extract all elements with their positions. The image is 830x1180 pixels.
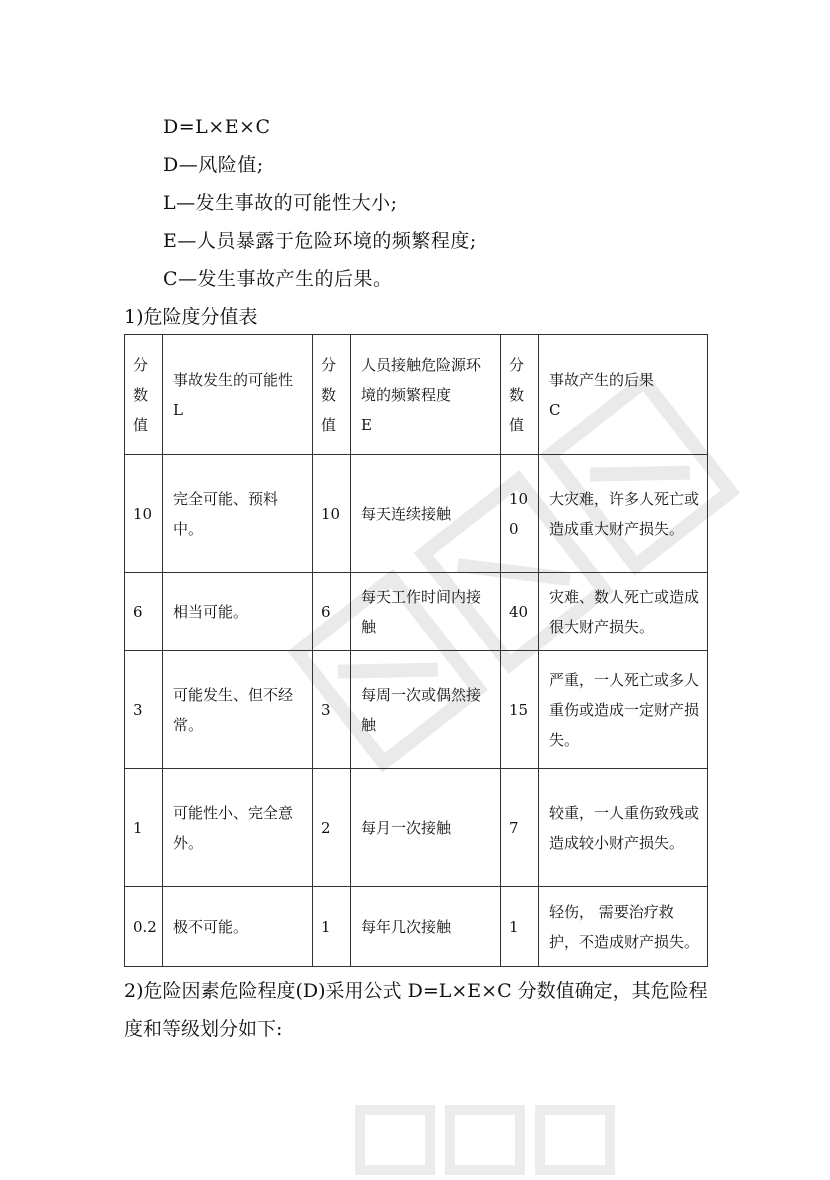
e-description: 每月一次接触 (351, 769, 501, 887)
l-score: 1 (125, 769, 163, 887)
header-exposure (351, 335, 501, 455)
l-description: 可能发生、但不经常。 (163, 651, 313, 769)
e-score: 3 (313, 651, 351, 769)
e-score: 6 (313, 573, 351, 651)
header-consequence-label: 事故产生的后果 (549, 370, 655, 389)
header-likelihood-label: 事故发生的可能性 (173, 370, 294, 389)
formula-equation: D=L×E×C (163, 116, 271, 138)
c-score: 1 (501, 887, 539, 967)
header-likelihood (163, 335, 313, 455)
header-score-l: 分数值 (125, 335, 163, 455)
c-score: 15 (501, 651, 539, 769)
definition-d: D—风险值; (163, 154, 264, 176)
header-exposure-label: 人员接触危险源环境的频繁程度 (361, 355, 482, 404)
e-score: 1 (313, 887, 351, 967)
definition-e: E—人员暴露于危险环境的频繁程度; (163, 230, 477, 252)
l-description: 完全可能、预料中。 (163, 455, 313, 573)
c-description: 灾难、数人死亡或造成很大财产损失。 (539, 573, 708, 651)
c-description: 较重，一人重伤致残或造成较小财产损失。 (539, 769, 708, 887)
e-score: 2 (313, 769, 351, 887)
e-description: 每周一次或偶然接触 (351, 651, 501, 769)
table-row (125, 651, 708, 769)
header-likelihood-symbol: L (173, 400, 183, 419)
c-description: 大灾难，许多人死亡或造成重大财产损失。 (539, 455, 708, 573)
header-exposure-symbol: E (361, 415, 372, 434)
e-description: 每天连续接触 (351, 455, 501, 573)
watermark-graphic-bottom (330, 1080, 630, 1180)
definition-c: C—发生事故产生的后果。 (163, 268, 393, 290)
l-score: 10 (125, 455, 163, 573)
l-description: 可能性小、完全意外。 (163, 769, 313, 887)
l-description: 相当可能。 (163, 573, 313, 651)
e-description: 每年几次接触 (351, 887, 501, 967)
header-consequence-symbol: C (549, 400, 561, 419)
c-description: 轻伤， 需要治疗救护，不造成财产损失。 (539, 887, 708, 967)
table-header-row (125, 335, 708, 455)
l-score: 0.2 (125, 887, 163, 967)
formula-definitions (163, 108, 477, 298)
c-score: 100 (501, 455, 539, 573)
header-consequence (539, 335, 708, 455)
section-2-paragraph: 2)危险因素危险程度(D)采用公式 D=L×E×C 分数值确定，其危险程度和等级划分如下: (124, 980, 708, 1040)
l-description: 极不可能。 (163, 887, 313, 967)
l-score: 3 (125, 651, 163, 769)
table-row (125, 455, 708, 573)
c-description: 严重，一人死亡或多人重伤或造成一定财产损失。 (539, 651, 708, 769)
definition-l: L—发生事故的可能性大小; (163, 192, 398, 214)
c-score: 40 (501, 573, 539, 651)
section-1-heading: 1)危险度分值表 (124, 306, 258, 328)
table-row (125, 887, 708, 967)
c-score: 7 (501, 769, 539, 887)
header-score-e: 分数值 (313, 335, 351, 455)
risk-score-table (124, 334, 708, 967)
e-description: 每天工作时间内接触 (351, 573, 501, 651)
l-score: 6 (125, 573, 163, 651)
table-row (125, 769, 708, 887)
e-score: 10 (313, 455, 351, 573)
header-score-c: 分数值 (501, 335, 539, 455)
table-row (125, 573, 708, 651)
